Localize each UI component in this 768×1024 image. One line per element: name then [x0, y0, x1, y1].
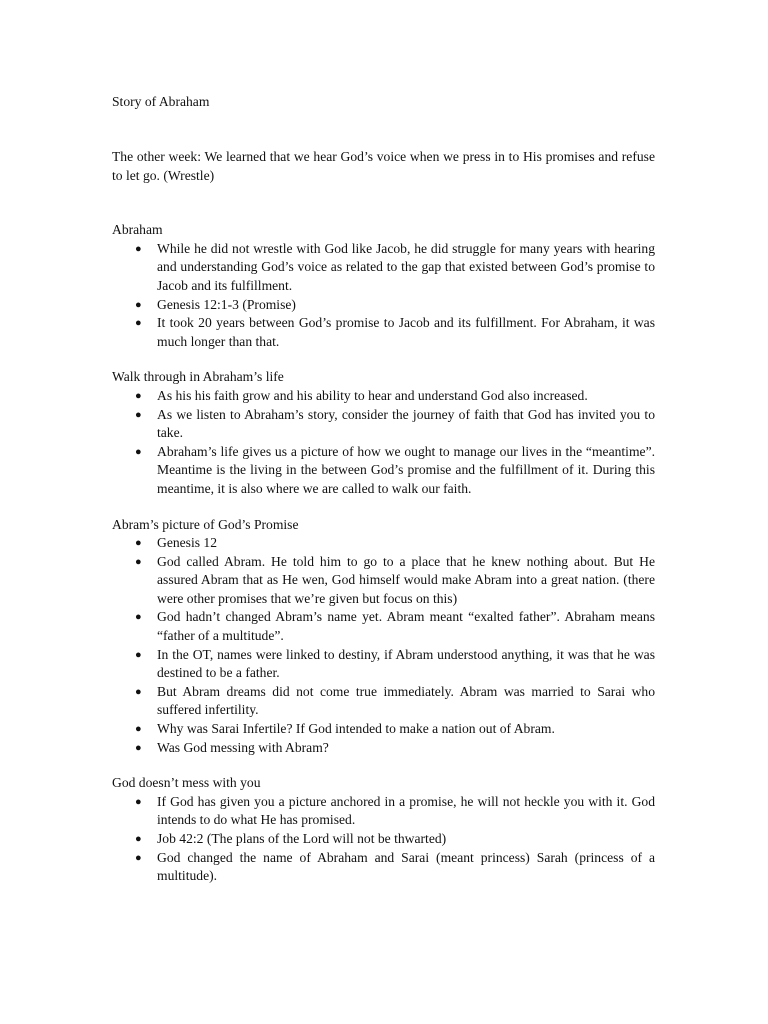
list-item-text: While he did not wrestle with God like Jacob, he did struggle for many years with hearing and understanding God’s voice as related to the gap that existed between God’s promise to Jacob and its fulfillment. [157, 240, 655, 293]
list-item [112, 683, 655, 720]
list-item [112, 720, 655, 739]
bullet-list [112, 534, 655, 757]
section-abraham [112, 221, 655, 351]
list-item [112, 646, 655, 683]
bullet-list [112, 793, 655, 886]
bullet-icon: ● [135, 445, 142, 458]
list-item [112, 849, 655, 886]
list-item [112, 534, 655, 553]
bullet-list [112, 240, 655, 352]
list-item-text: As we listen to Abraham’s story, consider the journey of faith that God has invited you to take. [157, 406, 655, 441]
bullet-icon: ● [135, 317, 142, 330]
bullet-icon: ● [135, 389, 142, 402]
list-item-text: Genesis 12 [157, 535, 218, 551]
document-page [112, 93, 655, 886]
section-god-doesnt-mess [112, 774, 655, 886]
list-item-text: But Abram dreams did not come true immediately. Abram was married to Sarai who suffered infertility. [157, 683, 655, 718]
section-heading: Walk through in Abraham’s life [112, 369, 284, 385]
list-item-text: Genesis 12:1-3 (Promise) [157, 296, 296, 312]
list-item-text: God changed the name of Abraham and Sarai (meant princess) Sarah (princess of a multitude). [157, 849, 655, 884]
list-item-text: God hadn’t changed Abram’s name yet. Abram meant “exalted father”. Abraham means “father of a multitude”. [157, 609, 655, 644]
list-item-text: Was God messing with Abram? [157, 739, 329, 755]
bullet-icon: ● [135, 833, 142, 845]
bullet-icon: ● [135, 555, 142, 568]
list-item-text: Job 42:2 (The plans of the Lord will not be thwarted) [157, 831, 447, 846]
list-item-text: It took 20 years between God’s promise to Jacob and its fulfillment. For Abraham, it was much longer than that. [157, 315, 655, 349]
list-item [112, 314, 655, 351]
bullet-icon: ● [135, 795, 142, 808]
list-item [112, 406, 655, 443]
bullet-icon: ● [135, 298, 142, 311]
bullet-icon: ● [135, 242, 142, 255]
list-item-text: If God has given you a picture anchored in a promise, he will not heckle you with it. God intends to do what He has promised. [157, 793, 655, 828]
section-heading: God doesn’t mess with you [112, 775, 261, 791]
list-item [112, 830, 655, 849]
list-item [112, 240, 655, 296]
section-heading: Abraham [112, 222, 163, 238]
document-title: Story of Abraham [112, 94, 210, 109]
list-item-text: Why was Sarai Infertile? If God intended to make a nation out of Abram. [157, 721, 555, 737]
list-item [112, 443, 655, 499]
list-item [112, 608, 655, 645]
list-item-text: As his his faith grow and his ability to hear and understand God also increased. [157, 387, 588, 403]
list-item [112, 387, 655, 406]
list-item-text: In the OT, names were linked to destiny, if Abram understood anything, it was that he was destined to be a father. [157, 646, 655, 681]
bullet-list [112, 387, 655, 499]
list-item [112, 553, 655, 609]
section-heading: Abram’s picture of God’s Promise [112, 516, 299, 532]
bullet-icon: ● [135, 408, 142, 421]
list-item-text: Abraham’s life gives us a picture of how we ought to manage our lives in the “meantime”. Meantime is the living in the between God’s promise and the fulfillment of it. During this meantime, it is also where we are called to walk our faith. [157, 443, 655, 496]
list-item [112, 296, 655, 315]
bullet-icon: ● [135, 723, 142, 736]
bullet-icon: ● [135, 685, 142, 698]
list-item [112, 793, 655, 830]
list-item [112, 739, 655, 758]
bullet-icon: ● [135, 741, 142, 754]
bullet-icon: ● [135, 851, 142, 864]
bullet-icon: ● [135, 611, 142, 624]
section-gods-promise [112, 516, 655, 758]
list-item-text: God called Abram. He told him to go to a place that he knew nothing about. But He assured Abram that as He wen, God himself would make Abram into a great nation. (there were other promises that we’re given but focus on this) [157, 553, 655, 606]
intro-paragraph: The other week: We learned that we hear God’s voice when we press in to His promises and refuse to let go. (Wrestle) [112, 149, 655, 183]
bullet-icon: ● [135, 648, 142, 661]
section-walk-through [112, 368, 655, 498]
bullet-icon: ● [135, 537, 142, 550]
